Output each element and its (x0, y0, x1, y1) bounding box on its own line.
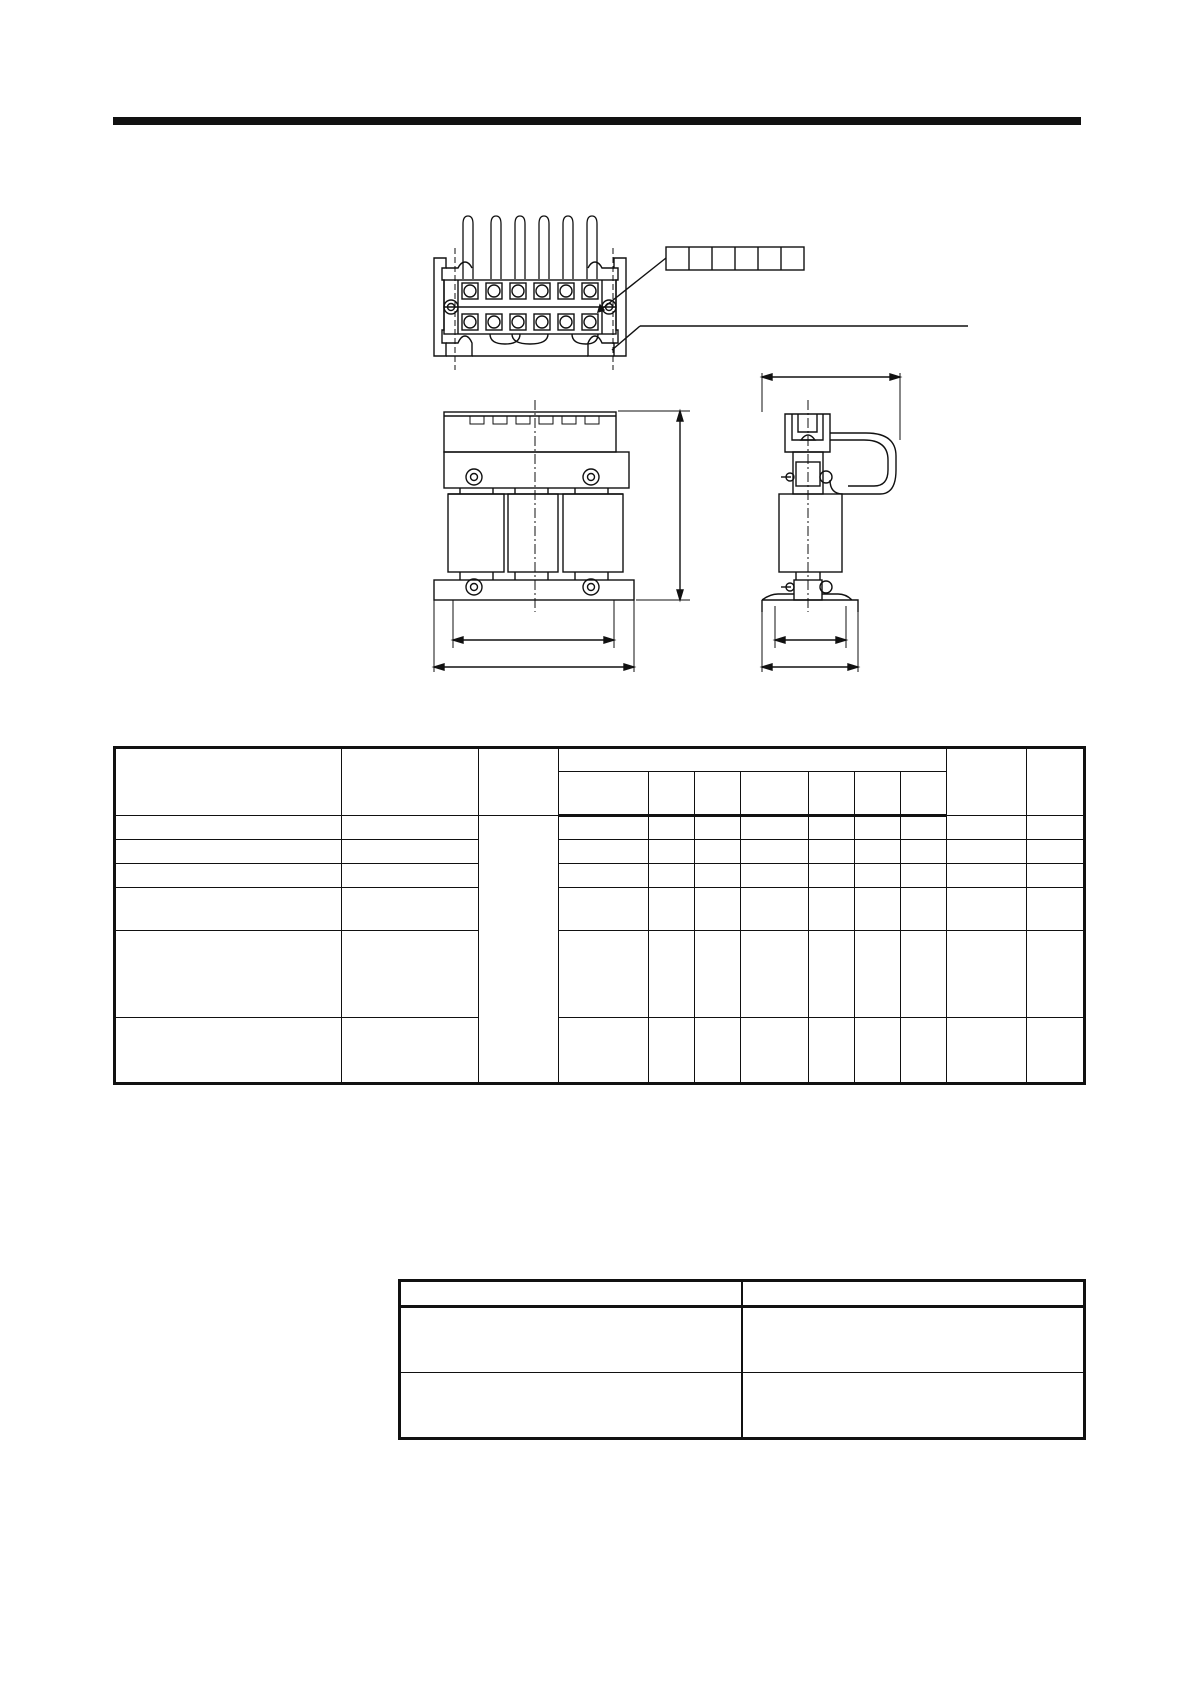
front-view (434, 400, 690, 672)
spec-cell (809, 888, 855, 931)
spec-cell (947, 931, 1027, 1018)
spec-cell (559, 1018, 649, 1084)
mini-cell (742, 1373, 1085, 1439)
spec-cell (741, 931, 809, 1018)
spec-header-cell (741, 772, 809, 816)
spec-cell (559, 888, 649, 931)
spec-cell (559, 816, 649, 840)
spec-cell (1027, 816, 1085, 840)
spec-cell (559, 931, 649, 1018)
spec-cell (741, 816, 809, 840)
spec-cell (1027, 888, 1085, 931)
spec-cell (695, 1018, 741, 1084)
spec-cell (855, 840, 901, 864)
spec-cell (115, 816, 342, 840)
spec-cell (695, 888, 741, 931)
spec-cell (901, 888, 947, 931)
side-view (762, 373, 900, 672)
table-row (400, 1373, 1085, 1439)
spec-cell (559, 840, 649, 864)
spec-cell (115, 888, 342, 931)
mini-cell (400, 1373, 742, 1439)
spec-cell (947, 888, 1027, 931)
table-row (400, 1307, 1085, 1373)
table-row (115, 1018, 1085, 1084)
spec-cell (649, 1018, 695, 1084)
spec-header-cell (559, 772, 649, 816)
spec-table (113, 746, 1086, 1085)
spec-cell (901, 816, 947, 840)
spec-cell (342, 864, 479, 888)
spec-cell (1027, 840, 1085, 864)
spec-cell (947, 864, 1027, 888)
mini-header-row (400, 1281, 1085, 1307)
table-row (115, 888, 1085, 931)
spec-header-cell (479, 748, 559, 816)
spec-cell (855, 931, 901, 1018)
spec-cell (342, 1018, 479, 1084)
spec-cell (342, 931, 479, 1018)
spec-header-cell (1027, 748, 1085, 816)
table-row (115, 840, 1085, 864)
spec-header-cell (855, 772, 901, 816)
spec-header-row-1 (115, 748, 1085, 772)
spec-cell (342, 816, 479, 840)
mini-header-cell (400, 1281, 742, 1307)
spec-cell (1027, 1018, 1085, 1084)
spec-cell (342, 840, 479, 864)
mini-header-cell (742, 1281, 1085, 1307)
spec-cell (479, 816, 559, 1084)
spec-header-cell (901, 772, 947, 816)
top-view (434, 216, 968, 370)
spec-cell (855, 864, 901, 888)
spec-cell (649, 888, 695, 931)
spec-header-cell (947, 748, 1027, 816)
terminal-screws-upper (462, 283, 598, 299)
spec-cell (115, 840, 342, 864)
spec-cell (115, 1018, 342, 1084)
spec-cell (855, 1018, 901, 1084)
spec-header-cell (115, 748, 342, 816)
spec-cell (947, 840, 1027, 864)
spec-cell (855, 888, 901, 931)
spec-header-cell (695, 772, 741, 816)
spec-cell (695, 864, 741, 888)
spec-cell (947, 1018, 1027, 1084)
spec-cell (115, 864, 342, 888)
mini-table (398, 1279, 1086, 1440)
table-row (115, 864, 1085, 888)
spec-cell (901, 931, 947, 1018)
spec-cell (947, 816, 1027, 840)
terminal-screws-lower (462, 314, 598, 330)
spec-cell (342, 888, 479, 931)
table-row (115, 816, 1085, 840)
spec-cell (649, 931, 695, 1018)
spec-cell (741, 864, 809, 888)
spec-cell (1027, 864, 1085, 888)
spec-cell (649, 864, 695, 888)
spec-cell (741, 888, 809, 931)
spec-cell (649, 816, 695, 840)
spec-cell (809, 840, 855, 864)
terminal-marking-box (666, 247, 804, 270)
spec-cell (695, 840, 741, 864)
spec-header-cell (342, 748, 479, 816)
spec-header-group-cell (559, 748, 947, 772)
mini-cell (742, 1307, 1085, 1373)
spec-cell (901, 1018, 947, 1084)
spec-cell (559, 864, 649, 888)
table-row (115, 931, 1085, 1018)
spec-cell (1027, 931, 1085, 1018)
spec-cell (649, 840, 695, 864)
spec-cell (695, 816, 741, 840)
spec-cell (809, 816, 855, 840)
spec-cell (809, 1018, 855, 1084)
spec-cell (741, 1018, 809, 1084)
terminal-leads (463, 216, 597, 279)
spec-cell (855, 816, 901, 840)
spec-cell (809, 864, 855, 888)
spec-header-cell (809, 772, 855, 816)
spec-cell (809, 931, 855, 1018)
spec-cell (741, 840, 809, 864)
spec-cell (115, 931, 342, 1018)
spec-header-cell (649, 772, 695, 816)
mini-cell (400, 1307, 742, 1373)
spec-cell (901, 864, 947, 888)
spec-cell (695, 931, 741, 1018)
spec-cell (901, 840, 947, 864)
